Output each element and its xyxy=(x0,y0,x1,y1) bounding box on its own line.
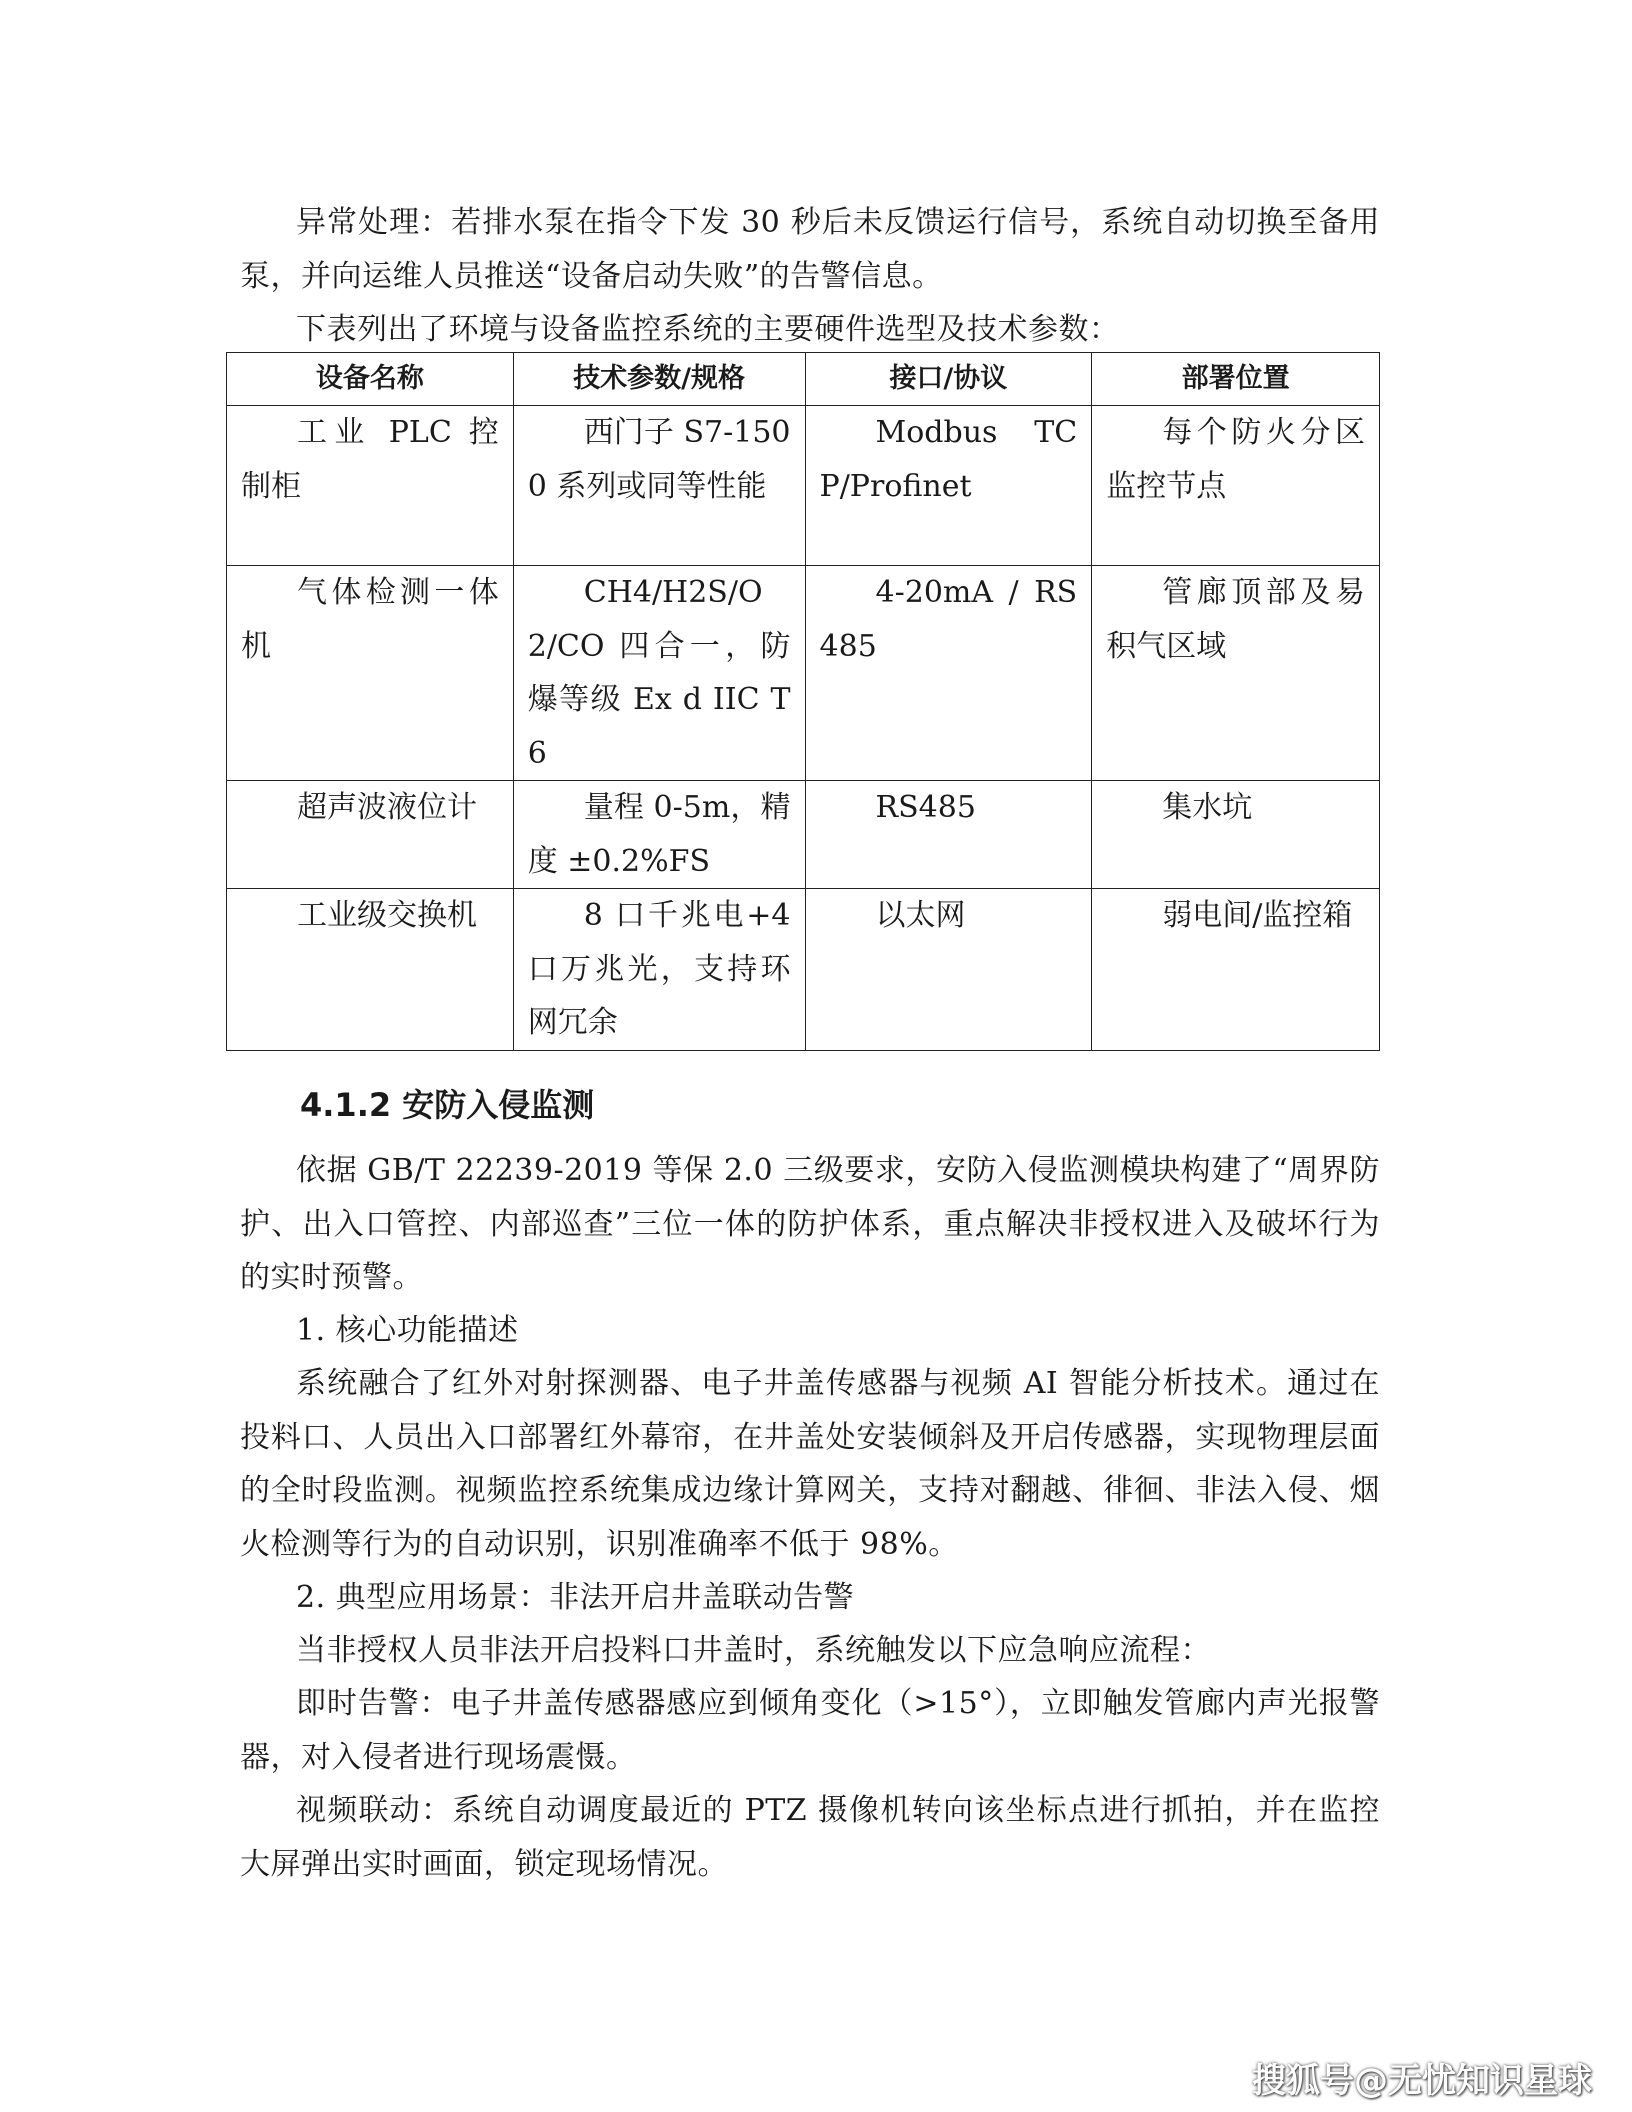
table-header-cell: 技术参数/规格 xyxy=(513,353,805,406)
paragraph-video-linkage: 视频联动：系统自动调度最近的 PTZ 摄像机转向该坐标点进行抓拍，并在监控大屏弹出实时画面，锁定现场情况。 xyxy=(240,1793,1380,1882)
table-cell: 工业级交换机 xyxy=(227,889,514,1051)
table-cell: Modbus TCP/Profinet xyxy=(805,406,1092,566)
table-cell: RS485 xyxy=(805,781,1092,889)
table-row xyxy=(227,406,1380,566)
table-row xyxy=(227,889,1380,1051)
watermark: 搜狐号@无忧知识星球 xyxy=(1252,2061,1592,2101)
table-header-cell: 设备名称 xyxy=(227,353,514,406)
paragraph-exception-handling: 异常处理：若排水泵在指令下发 30 秒后未反馈运行信号，系统自动切换至备用泵，并向运维人员推送“设备启动失败”的告警信息。 xyxy=(240,205,1380,294)
table-cell: 以太网 xyxy=(805,889,1092,1051)
table-cell: 管廊顶部及易积气区域 xyxy=(1092,566,1380,781)
paragraph-table-intro: 下表列出了环境与设备监控系统的主要硬件选型及技术参数： xyxy=(296,312,1120,347)
table-cell: 8 口千兆电+4 口万兆光，支持环网冗余 xyxy=(513,889,805,1051)
table-cell: 气体检测一体机 xyxy=(227,566,514,781)
table-cell: 超声波液位计 xyxy=(227,781,514,889)
table-header-cell: 部署位置 xyxy=(1092,353,1380,406)
table-cell: 工业 PLC 控制柜 xyxy=(227,406,514,566)
table-row xyxy=(227,566,1380,781)
table-header-row xyxy=(227,353,1380,406)
section-heading: 4.1.2 安防入侵监测 xyxy=(300,1086,595,1124)
table-cell: CH4/H2S/O2/CO 四合一，防爆等级 Ex d IIC T6 xyxy=(513,566,805,781)
table-cell: 每个防火分区监控节点 xyxy=(1092,406,1380,566)
paragraph-scenario-intro: 当非授权人员非法开启投料口井盖时，系统触发以下应急响应流程： xyxy=(296,1633,1211,1668)
paragraph-scenario-title: 2. 典型应用场景：非法开启井盖联动告警 xyxy=(296,1580,855,1615)
table-header-cell: 接口/协议 xyxy=(805,353,1092,406)
table-row xyxy=(227,781,1380,889)
paragraph-core-function: 系统融合了红外对射探测器、电子井盖传感器与视频 AI 智能分析技术。通过在投料口、人员出入口部署红外幕帘，在井盖处安装倾斜及开启传感器，实现物理层面的全时段监测。视频监控系统集成边缘计算网关，支持对翻越、徘徊、非法入侵、烟火检测等行为的自动识别，识别准确率不低于 98%。 xyxy=(240,1366,1380,1562)
table-cell: 量程 0-5m，精度 ±0.2%FS xyxy=(513,781,805,889)
paragraph-core-function-title: 1. 核心功能描述 xyxy=(296,1313,519,1348)
hardware-spec-table xyxy=(226,352,1380,1051)
table-cell: 4-20mA / RS485 xyxy=(805,566,1092,781)
paragraph-basis: 依据 GB/T 22239-2019 等保 2.0 三级要求，安防入侵监测模块构建了“周界防护、出入口管控、内部巡查”三位一体的防护体系，重点解决非授权进入及破坏行为的实时预警。 xyxy=(240,1153,1380,1295)
table-cell: 集水坑 xyxy=(1092,781,1380,889)
table-cell: 西门子 S7-1500 系列或同等性能 xyxy=(513,406,805,566)
table-cell: 弱电间/监控箱 xyxy=(1092,889,1380,1051)
paragraph-instant-alarm: 即时告警：电子井盖传感器感应到倾角变化（>15°），立即触发管廊内声光报警器，对入侵者进行现场震慑。 xyxy=(240,1686,1380,1775)
